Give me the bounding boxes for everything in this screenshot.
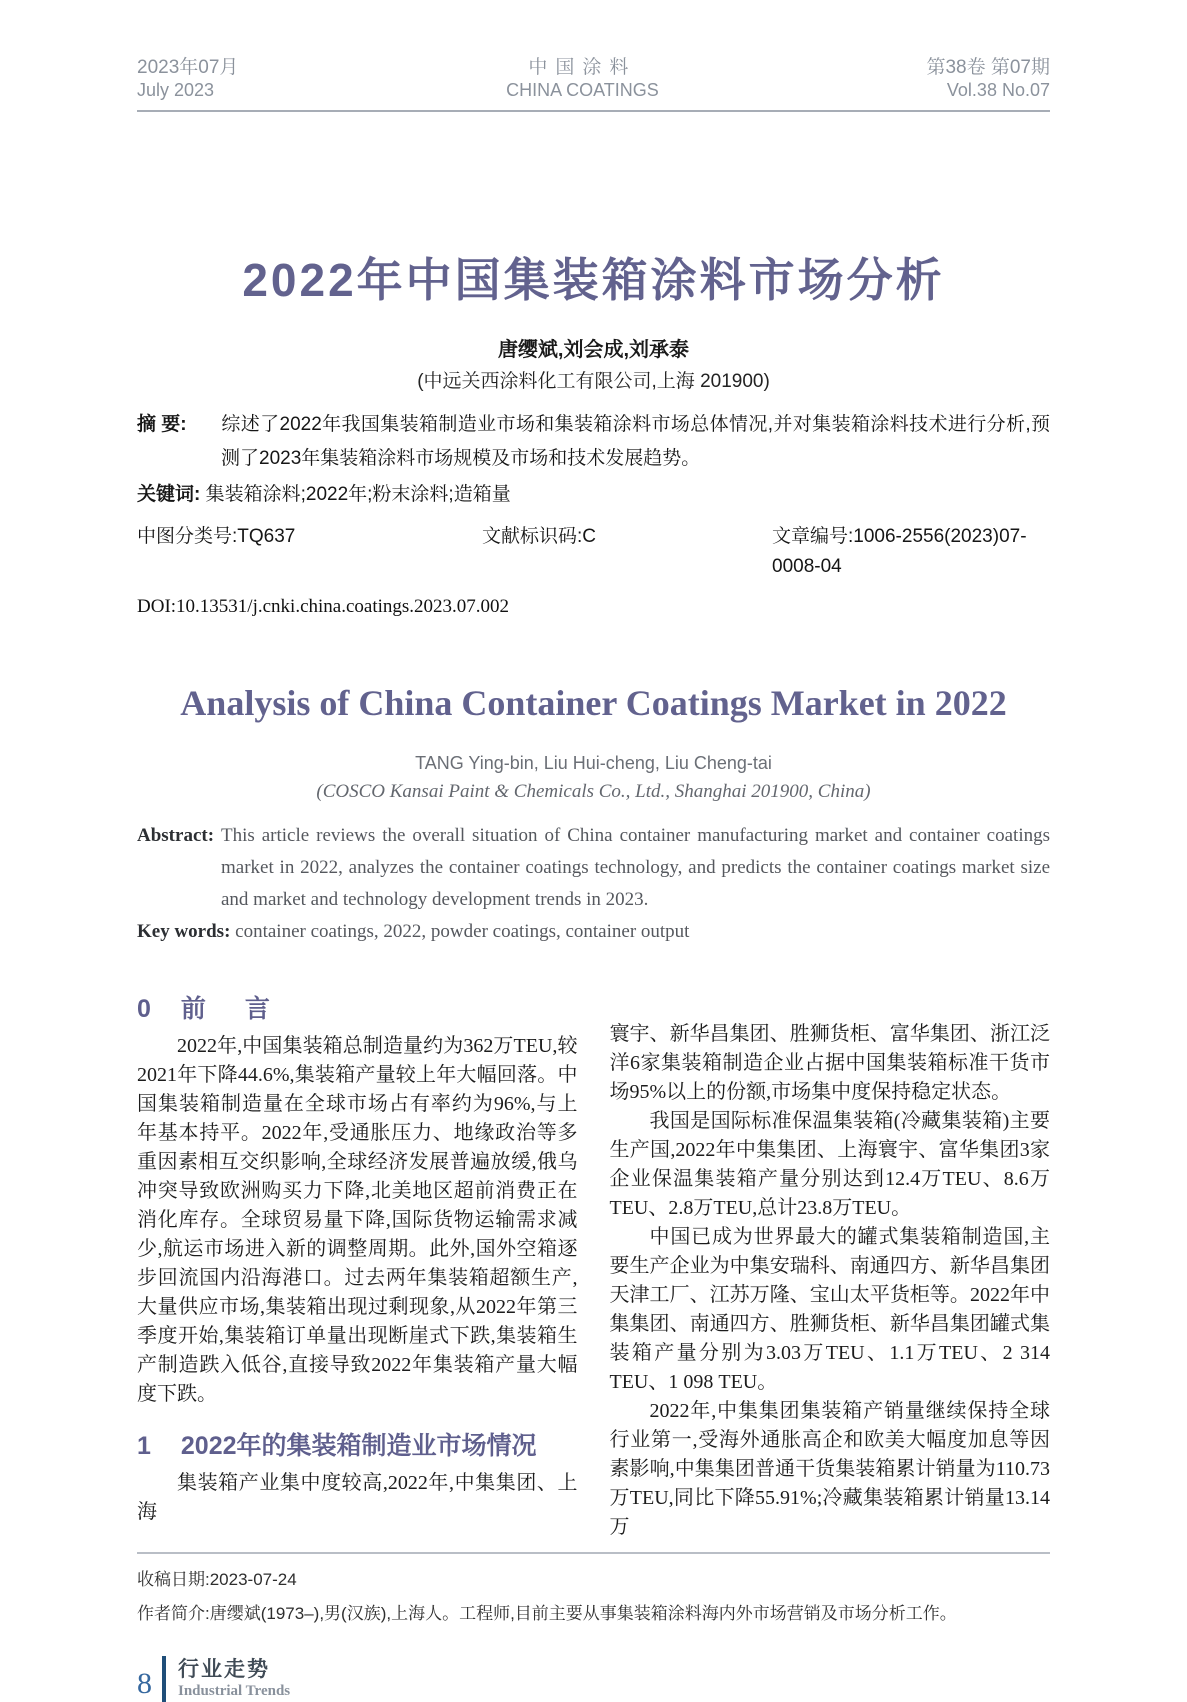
section-heading-1 (137, 1431, 578, 1461)
article-number: 文章编号:1006-2556(2023)07-0008-04 (772, 525, 1027, 577)
keywords-en (137, 916, 1050, 948)
abstract-label-cn: 摘 要: (137, 413, 187, 435)
section-title: 前 言 (180, 995, 286, 1024)
journal-name-cn: 中国涂料 (528, 57, 637, 78)
keywords-label-en: Key words: (137, 921, 231, 943)
footnote-divider (137, 1552, 1050, 1554)
document-code: 文献标识码:C (482, 525, 597, 547)
page-number: 8 (137, 1667, 152, 1701)
paragraph-section1-left: 集装箱产业集中度较高,2022年,中集集团、上海 (137, 1472, 578, 1524)
paragraph-reefer: 我国是国际标准保温集装箱(冷藏集装箱)主要生产国,2022年中集集团、上海寰宇、富华集团3家企业保温集装箱产量分别达到12.4万TEU、8.6万TEU、2.8万TEU,总计23.8万TEU。 (609, 1110, 1050, 1220)
journal-date-cn: 2023年07月 (137, 57, 239, 78)
keywords-text-en: container coatings, 2022, powder coatings, container output (235, 921, 690, 943)
authors-cn: 唐缨斌,刘会成,刘承泰 (497, 338, 690, 361)
keywords-cn (137, 478, 1050, 512)
journal-date-block (137, 56, 238, 102)
abstract-cn (137, 408, 1050, 476)
paragraph-cimc-sales: 2022年,中集集团集装箱产销量继续保持全球行业第一,受海外通胀高企和欧美大幅度加息等因素影响,中集集团普通干货集装箱累计销量为110.73万TEU,同比下降55.91%;冷藏集装箱累计销量13.14万 (609, 1400, 1050, 1539)
column-left (137, 994, 578, 1542)
keywords-text-cn: 集装箱涂料;2022年;粉末涂料;造箱量 (205, 483, 511, 505)
footer-column-block (178, 1658, 290, 1701)
abstract-en (137, 820, 1050, 916)
section-number: 1 (137, 1432, 151, 1461)
article-title-en: Analysis of China Container Coatings Market in 2022 (180, 682, 1007, 723)
abstract-text-cn: 综述了2022年我国集装箱制造业市场和集装箱涂料市场总体情况,并对集装箱涂料技术进行分析,预测了2023年集装箱涂料市场规模及市场和技术发展趋势。 (221, 413, 1050, 469)
abstract-text-en: This article reviews the overall situation of China container manufacturing market and container coatings market in 2022, analyzes the container coatings technology, and predicts the container coatings market size and market and technology development trends in 2023. (221, 825, 1050, 911)
journal-issue-en: Vol.38 No.07 (946, 80, 1050, 100)
journal-issue-cn: 第38卷 第07期 (926, 57, 1050, 78)
footer-bar (162, 1656, 166, 1702)
paragraph-intro: 2022年,中国集装箱总制造量约为362万TEU,较2021年下降44.6%,集装箱产量较上年大幅回落。中国集装箱制造量在全球市场占有率约为96%,与上年基本持平。2022年,受通胀压力、地缘政治等多重因素相互交织影响,全球经济发展普遍放缓,俄乌冲突导致欧洲购买力下降,北美地区超前消费正在消化库存。全球贸易量下降,国际货物运输需求减少,航运市场进入新的调整周期。此外,国外空箱逐步回流国内沿海港口。过去两年集装箱超额生产,大量供应市场,集装箱出现过剩现象,从2022年第三季度开始,集装箱订单量出现断崖式下跌,集装箱生产制造跌入低谷,直接导致2022年集装箱产量大幅度下跌。 (137, 1035, 578, 1406)
affiliation-en: (COSCO Kansai Paint & Chemicals Co., Ltd., Shanghai 201900, China) (316, 781, 871, 803)
received-date: 收稿日期:2023-07-24 (137, 1570, 297, 1590)
paragraph-continuation: 寰宇、新华昌集团、胜狮货柜、富华集团、浙江泛洋6家集装箱制造企业占据中国集装箱标准干货市场95%以上的份额,市场集中度保持稳定状态。 (609, 1023, 1050, 1104)
body-columns (137, 994, 1050, 1542)
column-title-cn: 行业走势 (178, 1657, 270, 1681)
column-title-en: Industrial Trends (178, 1682, 291, 1699)
header-divider (137, 110, 1050, 112)
journal-header (137, 56, 1050, 102)
author-bio: 作者简介:唐缨斌(1973–),男(汉族),上海人。工程师,目前主要从事集装箱涂料海内外市场营销及市场分析工作。 (137, 1604, 957, 1624)
classification-line (137, 522, 1050, 582)
journal-date-en: July 2023 (137, 80, 215, 100)
paragraph-tank: 中国已成为世界最大的罐式集装箱制造国,主要生产企业为中集安瑞科、南通四方、新华昌集团天津工厂、江苏万隆、宝山太平货柜等。2022年中集集团、南通四方、胜狮货柜、新华昌集团罐式集装箱产量分别为3.03万TEU、1.1万TEU、2 314 TEU、1 098 TEU。 (609, 1226, 1050, 1394)
page-footer (137, 1656, 1050, 1702)
clc-number: 中图分类号:TQ637 (137, 525, 296, 547)
footnote (137, 1568, 1050, 1626)
journal-name-block (506, 56, 659, 102)
section-title: 2022年的集装箱制造业市场情况 (180, 1432, 537, 1461)
doi: DOI:10.13531/j.cnki.china.coatings.2023.07.002 (137, 595, 510, 617)
affiliation-cn: (中远关西涂料化工有限公司,上海 201900) (417, 370, 770, 392)
keywords-label-cn: 关键词: (137, 483, 201, 505)
journal-name-en: CHINA COATINGS (506, 80, 659, 100)
abstract-label-en: Abstract: (137, 825, 215, 847)
article-title-cn: 2022年中国集装箱涂料市场分析 (242, 254, 945, 306)
section-heading-0 (137, 994, 578, 1024)
column-right (610, 994, 1051, 1542)
section-number: 0 (137, 995, 151, 1024)
journal-issue-block (926, 56, 1050, 102)
authors-en: TANG Ying-bin, Liu Hui-cheng, Liu Cheng-tai (415, 753, 772, 774)
